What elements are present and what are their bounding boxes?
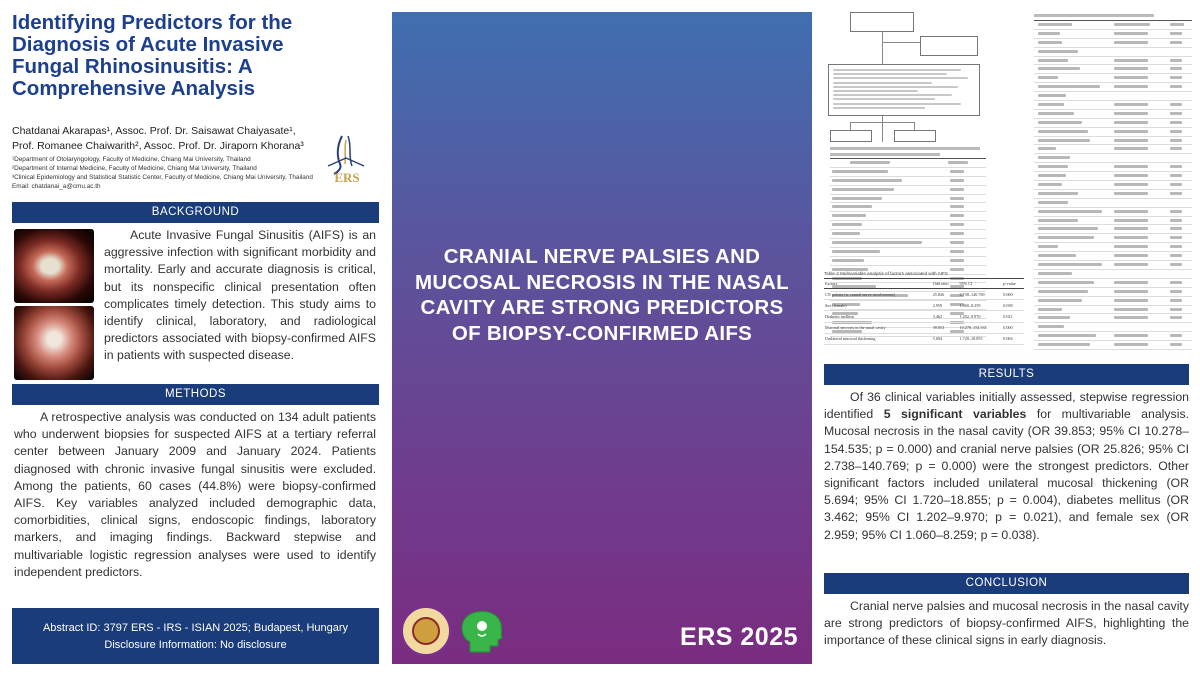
poster-title: Identifying Predictors for the Diagnosis of Acute Invasive Fungal Rhinosinusitis: A Comprehensive Analysis bbox=[12, 11, 293, 100]
right-column bbox=[816, 0, 1200, 675]
or-header-p: p-value bbox=[1002, 279, 1024, 289]
univariable-table-thumbnail bbox=[1034, 20, 1192, 350]
or-table-grid bbox=[824, 278, 1024, 345]
results-bold-phrase: 5 significant variables bbox=[883, 407, 1027, 422]
abstract-id: Abstract ID: 3797 ERS - IRS - ISIAN 2025; Budapest, Hungary bbox=[42, 622, 349, 634]
or-cell: Unilateral mucosal thickening bbox=[824, 333, 932, 344]
endoscopy-image-2 bbox=[14, 306, 94, 380]
or-cell: 10.278–154.535 bbox=[959, 322, 1003, 333]
or-cell: 0.038 bbox=[1002, 300, 1024, 311]
or-cell: CN palsies (n, cranial nerve involvement) bbox=[824, 289, 932, 300]
email: Email: chatdanai_a@cmu.ac.th bbox=[12, 183, 101, 190]
affiliation-3: ³Clinical Epidemiology and Statistical Statistic Center, Faculty of Medicine, Chiang Mai University, Thailand bbox=[12, 174, 313, 181]
or-cell: 0.004 bbox=[1002, 333, 1024, 344]
or-table-caption: Table 2 Multivariable analysis of factors associated with AIFS bbox=[824, 271, 948, 276]
methods-text: A retrospective analysis was conducted on 134 adult patients who underwent biopsies for suspected AIFS at a tertiary referral center between January 2009 and January 2024. Patients diagnosed with chronic invasive fungal sinusitis were excluded. Among the patients, 60 cases (44.8%) were biopsy-confirmed AIFS. Key variables analyzed included demographic data, comorbidities, clinical signs, endoscopic findings, laboratory markers, and imaging findings. Backward stepwise and multivariable logistic regression analyses were used to identify independent predictors. bbox=[14, 410, 376, 579]
or-cell: 0.000 bbox=[1002, 289, 1024, 300]
footer-box bbox=[12, 608, 379, 664]
results-text: Of 36 clinical variables initially assessed, stepwise regression identified 5 significant variables for multivariable analysis. Mucosal necrosis in the nasal cavity (OR 39.853; 95% CI 10.278–154.535; p = 0.000) and cranial nerve palsies (OR 25.826; 95% CI 2.738–140.769; p = 0.000) were the strongest predictors. Other significant factors included unilateral mucosal thickening (OR 5.694; 95% CI 1.720–18.855; p = 0.004), diabetes mellitus (OR 3.462; 95% CI 1.202–9.970; p = 0.021), and female sex (OR 2.959; 95% CI 1.060–8.259; p = 0.038). bbox=[824, 390, 1190, 542]
authors-line-2: Prof. Romanee Chaiwarith², Assoc. Prof. Dr. Jiraporn Khorana³ bbox=[12, 140, 304, 152]
or-table bbox=[824, 271, 1024, 345]
table-row bbox=[824, 322, 1024, 333]
or-cell: 5.694 bbox=[932, 333, 959, 344]
affiliations bbox=[12, 155, 322, 191]
conclusion-heading: CONCLUSION bbox=[824, 573, 1189, 594]
or-header-factors: Factors bbox=[824, 279, 932, 289]
or-header-ci: 95% CI bbox=[959, 279, 1003, 289]
or-cell: 0.000 bbox=[1002, 322, 1024, 333]
affiliation-2: ²Department of Internal Medicine, Faculty of Medicine, Chiang Mai University, Thailand bbox=[12, 165, 257, 172]
or-cell: 2.738–140.769 bbox=[959, 289, 1003, 300]
results-heading: RESULTS bbox=[824, 364, 1189, 385]
endoscopy-image-1 bbox=[14, 229, 94, 303]
conclusion-text: Cranial nerve palsies and mucosal necrosis in the nasal cavity are strong predictors of biopsy-confirmed AIFS, highlighting the importance of these clinical signs in early diagnosis. bbox=[824, 599, 1189, 648]
or-cell: 3.462 bbox=[932, 311, 959, 322]
ers-logo-icon bbox=[318, 132, 376, 186]
or-cell: Diabetes mellitus bbox=[824, 311, 932, 322]
table-row bbox=[824, 289, 1024, 300]
authors-line-1: Chatdanai Akarapas¹, Assoc. Prof. Dr. Saisawat Chaiyasate¹, bbox=[12, 125, 296, 137]
or-cell: 2.959 bbox=[932, 300, 959, 311]
or-header-odds: Odd ratio bbox=[932, 279, 959, 289]
or-table-header-row bbox=[824, 279, 1024, 289]
affiliation-1: ¹Department of Otolaryngology, Faculty of Medicine, Chiang Mai University, Thailand bbox=[12, 156, 251, 163]
methods-heading: METHODS bbox=[12, 384, 379, 405]
or-cell: 39.853 bbox=[932, 322, 959, 333]
conference-label: ERS 2025 bbox=[680, 623, 798, 651]
or-cell: Sex (female) bbox=[824, 300, 932, 311]
or-cell: 1.060–8.259 bbox=[959, 300, 1003, 311]
disclosure: Disclosure Information: No disclosure bbox=[104, 639, 287, 651]
or-cell: 0.021 bbox=[1002, 311, 1024, 322]
flowchart-thumbnail bbox=[820, 4, 1030, 154]
key-message: CRANIAL NERVE PALSIES AND MUCOSAL NECROSIS IN THE NASAL CAVITY ARE STRONG PREDICTORS OF BIOPSY-CONFIRMED AIFS bbox=[415, 245, 789, 345]
table-row bbox=[824, 311, 1024, 322]
ers-logo-text: ERS bbox=[334, 170, 360, 185]
background-text: Acute Invasive Fungal Sinusitis (AIFS) is an aggressive infection with significant morbidity and mortality. Early and accurate diagnosis is critical, but its nonspecific clinical presentation often complicates timely detection. This study aims to identify clinical, laboratory, and radiological predictors associated with biopsy-confirmed AIFS in patients with suspected disease. bbox=[104, 228, 376, 363]
center-panel bbox=[392, 12, 812, 664]
ent-head-logo-icon bbox=[456, 608, 506, 656]
or-cell: Mucosal necrosis in the nasal cavity bbox=[824, 322, 932, 333]
left-column bbox=[0, 0, 390, 675]
or-cell: 25.826 bbox=[932, 289, 959, 300]
table-row bbox=[824, 333, 1024, 344]
table-row bbox=[824, 300, 1024, 311]
or-cell: 1.202–9.970 bbox=[959, 311, 1003, 322]
background-heading: BACKGROUND bbox=[12, 202, 379, 223]
or-cell: 1.720–18.855 bbox=[959, 333, 1003, 344]
cmu-medicine-logo-icon bbox=[400, 605, 452, 657]
authors bbox=[12, 124, 332, 154]
